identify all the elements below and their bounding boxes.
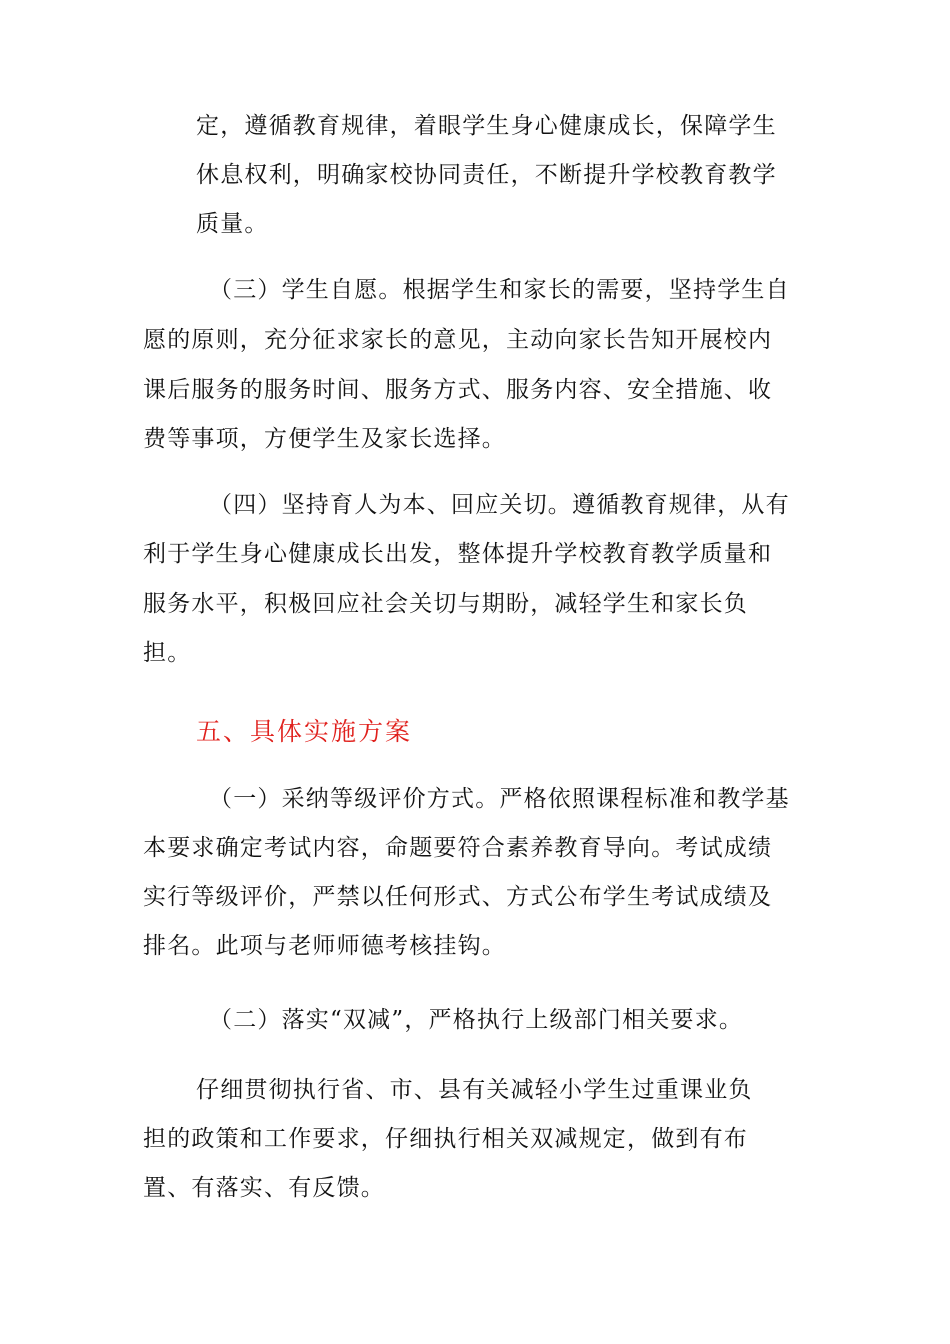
text-line: （二）落实“双减”，严格执行上级部门相关要求。 [209,1007,744,1033]
text-line: （三）学生自愿。根据学生和家长的需要，坚持学生自 [209,277,790,303]
text-line: 服务水平，积极回应社会关切与期盼，减轻学生和家长负 [143,591,748,617]
text-line: 排名。此项与老师师德考核挂钩。 [143,933,506,959]
text-line: 课后服务的服务时间、服务方式、服务内容、安全措施、收 [143,377,773,403]
text-line: （一）采纳等级评价方式。严格依照课程标准和教学基 [209,786,790,812]
text-line: 质量。 [196,211,269,237]
text-line: 休息权利，明确家校协同责任，不断提升学校教育教学 [196,162,777,188]
text-line: 仔细贯彻执行省、市、县有关减轻小学生过重课业负 [196,1077,753,1103]
text-line: 担的政策和工作要求，仔细执行相关双减规定，做到有布 [143,1126,748,1152]
text-line: 置、有落实、有反馈。 [143,1175,385,1201]
text-line: 本要求确定考试内容，命题要符合素养教育导向。考试成绩 [143,835,773,861]
text-line: 利于学生身心健康成长出发，整体提升学校教育教学质量和 [143,541,773,567]
text-line: 愿的原则，充分征求家长的意见，主动向家长告知开展校内 [143,327,773,353]
section-heading: 五、具体实施方案 [196,717,413,746]
text-line: （四）坚持育人为本、回应关切。遵循教育规律，从有 [209,492,790,518]
text-line: 实行等级评价，严禁以任何形式、方式公布学生考试成绩及 [143,884,773,910]
text-line: 定，遵循教育规律，着眼学生身心健康成长，保障学生 [196,113,777,139]
text-line: 担。 [143,640,192,666]
text-line: 费等事项，方便学生及家长选择。 [143,426,506,452]
